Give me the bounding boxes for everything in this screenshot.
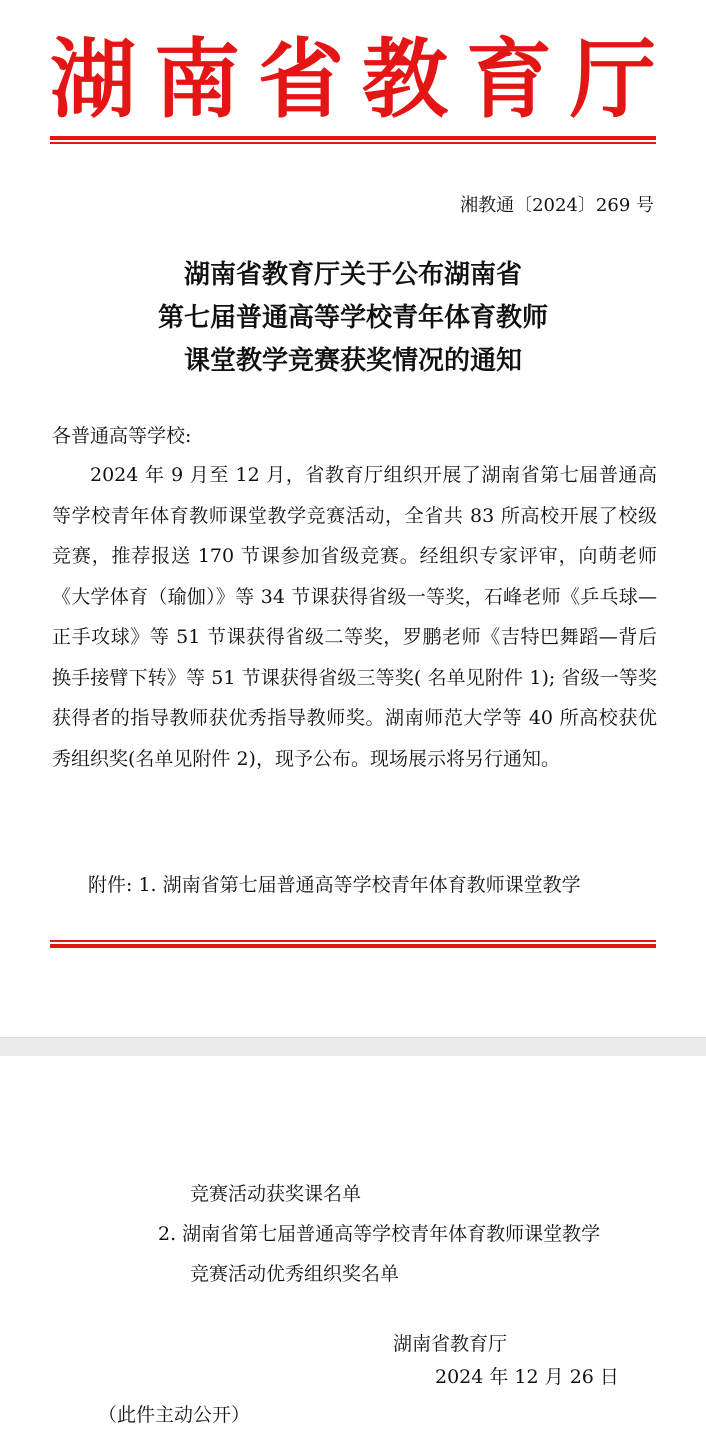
masthead-char: 省 <box>258 29 344 130</box>
page-separator <box>0 1037 706 1057</box>
attachment-item-1 <box>88 872 581 898</box>
footer-rule-thin <box>50 940 656 942</box>
title-line: 课堂教学竞赛获奖情况的通知 <box>183 346 522 376</box>
signature-date: 2024 年 12 月 26 日 <box>435 1366 619 1388</box>
header-rule-thin <box>50 142 656 144</box>
masthead-char: 育 <box>466 29 552 130</box>
masthead-char: 湖 <box>50 29 136 130</box>
salutation: 各普通高等学校: <box>52 425 192 447</box>
masthead-char: 南 <box>154 29 240 130</box>
body-paragraph: 2024 年 9 月至 12 月，省教育厅组织开展了湖南省第七届普通高等学校青年体育教师课堂教学竞赛活动，全省共 83 所高校开展了校级竞赛，推荐报送 170 节课参加省级竞赛。经组织专家评审，向萌老师《大学体育（瑜伽）》等 34 节课获得省级一等奖，石峰老师《乒乓球—正手攻球》等 51 节课获得省级二等奖，罗鹏老师《吉特巴舞蹈—背后换手接臂下转》等 51 节课获得省级三等奖( 名单见附件 1); 省级一等奖获得者的指导教师获优秀指导教师奖。湖南师范大学等 40 所高校获优秀组织奖(名单见附件 2)，现予公布。现场展示将另行通知。 <box>52 464 657 770</box>
masthead-char: 厅 <box>570 29 656 130</box>
document-number: 湘教通〔2024〕269 号 <box>460 195 654 216</box>
header-rule-thick <box>50 136 656 140</box>
attachment-label: 附件: <box>88 874 133 896</box>
title-line: 湖南省教育厅关于公布湖南省 <box>183 260 522 290</box>
signature-org: 湖南省教育厅 <box>393 1333 508 1355</box>
document-title <box>50 254 656 383</box>
attachment-item-1-line-1: 1. 湖南省第七届普通高等学校青年体育教师课堂教学 <box>138 874 581 896</box>
masthead-char: 教 <box>362 29 448 130</box>
masthead-title <box>50 30 656 130</box>
attachment-item-2-line-2: 竞赛活动优秀组织奖名单 <box>190 1263 400 1285</box>
title-line: 第七届普通高等学校青年体育教师 <box>157 303 548 333</box>
attachment-item-1-line-2: 竞赛活动获奖课名单 <box>190 1183 362 1205</box>
document-page-2 <box>0 1056 706 1447</box>
attachment-item-2-line-1: 2. 湖南省第七届普通高等学校青年体育教师课堂教学 <box>158 1223 601 1245</box>
footer-rule-thick <box>50 944 656 948</box>
disclosure-note: （此件主动公开） <box>98 1404 251 1426</box>
